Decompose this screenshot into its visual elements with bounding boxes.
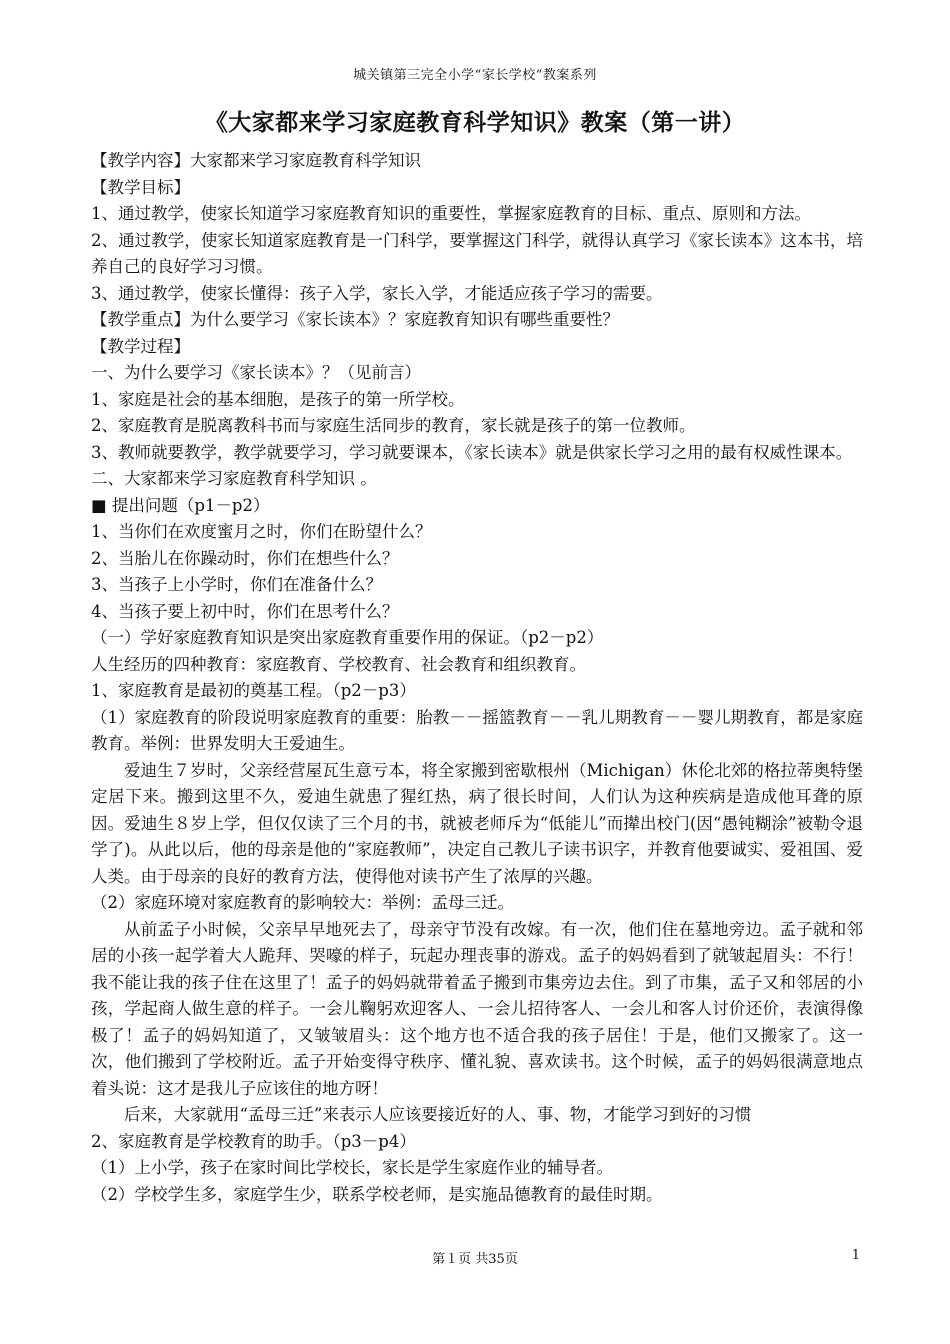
paragraph: 【教学目标】: [91, 177, 190, 197]
paragraph: 1、当你们在欢度蜜月之时，你们在盼望什么？: [91, 522, 432, 541]
paragraph: 2、家庭教育是脱离教科书而与家庭生活同步的教育，家长就是孩子的第一位教师。: [91, 416, 696, 435]
paragraph: （2）学校学生多，家庭学生少，联系学校老师，是实施品德教育的最佳时期。: [91, 1184, 663, 1204]
paragraph: 2、当胎儿在你躁动时，你们在想些什么？: [91, 548, 399, 568]
paragraph: （1）上小学，孩子在家时间比学校长，家长是学生家庭作业的辅导者。: [91, 1158, 613, 1177]
page-footer: 第１页 共35页: [432, 1252, 518, 1267]
paragraph: 3、通过教学，使家长懂得：孩子入学，家长入学，才能适应孩子学习的需要。: [91, 283, 663, 303]
paragraph: （一）学好家庭教育知识是突出家庭教育重要作用的保证。（p2－p2）: [91, 628, 604, 647]
paragraph: 一、为什么要学习《家长读本》？（见前言）: [91, 363, 421, 382]
paragraph: 从前孟子小时候，父亲早早地死去了，母亲守节没有改嫁。有一次，他们住在墓地旁边。孟子就和邻居的小孩一起学着大人跪拜、哭嚎的样子，玩起办理丧事的游戏。孟子的妈妈看到了就皱起眉头：不行！我不能让我的孩子住在这里了！孟子的妈妈就带着孟子搬到市集旁边去住。到了市集，孟子又和邻居的小孩，学起商人做生意的样子。一会儿鞠躬欢迎客人、一会儿招待客人、一会儿和客人讨价还价，表演得像极了！孟子的妈妈知道了，又皱皱眉头：这个地方也不适合我的孩子居住！于是，他们又搬家了。这一次，他们搬到了学校附近。孟子开始变得守秩序、懂礼貌、喜欢读书。这个时候，孟子的妈妈很满意地点着头说：这才是我儿子应该住的地方呀！: [91, 919, 863, 1098]
paragraph: 人生经历的四种教育：家庭教育、学校教育、社会教育和组织教育。: [91, 654, 586, 674]
paragraph: 二、大家都来学习家庭教育科学知识 。: [91, 469, 377, 488]
paragraph: 2、家庭教育是学校教育的助手。（p3－p4）: [91, 1131, 416, 1151]
paragraph: 1、通过教学，使家长知道学习家庭教育知识的重要性，掌握家庭教育的目标、重点、原则和方法。: [91, 204, 811, 223]
paragraph: 2、通过教学，使家长知道家庭教育是一门科学，要掌握这门科学，就得认真学习《家长读本》这本书，培养自己的良好学习习惯。: [91, 230, 863, 276]
document-body: [91, 148, 863, 1208]
paragraph: 3、当孩子上小学时，你们在准备什么？: [91, 575, 382, 594]
paragraph: 后来，大家就用“孟母三迁”来表示人应该要接近好的人、事、物，才能学习到好的习惯: [124, 1105, 752, 1124]
page-number: 1: [851, 1248, 860, 1263]
paragraph: （1）家庭教育的阶段说明家庭教育的重要：胎教－－摇篮教育－－乳儿期教育－－婴儿期教育，都是家庭教育。举例：世界发明大王爱迪生。: [91, 707, 863, 753]
paragraph: 1、家庭教育是最初的奠基工程。（p2－p3）: [91, 681, 416, 700]
paragraph: 3、教师就要教学，教学就要学习，学习就要课本，《家长读本》就是供家长学习之用的最有权威性课本。: [91, 442, 853, 462]
paragraph: 1、家庭是社会的基本细胞，是孩子的第一所学校。: [91, 389, 465, 409]
paragraph: ■ 提出问题（p1－p2）: [91, 495, 270, 515]
running-header: 城关镇第三完全小学“家长学校”教案系列: [353, 68, 597, 83]
paragraph: 【教学重点】为什么要学习《家长读本》？家庭教育知识有哪些重要性？: [91, 310, 619, 329]
paragraph: 【教学内容】大家都来学习家庭教育科学知识: [91, 151, 421, 170]
page-title: 《大家都来学习家庭教育科学知识》教案（第一讲）: [204, 110, 746, 136]
paragraph: 【教学过程】: [91, 336, 190, 356]
paragraph: （2）家庭环境对家庭教育的影响较大：举例：孟母三迁。: [91, 893, 514, 912]
paragraph: 爱迪生７岁时，父亲经营屋瓦生意亏本，将全家搬到密歇根州（Michigan）休伦北郊的格拉蒂奥特堡定居下来。搬到这里不久，爱迪生就患了猩红热，病了很长时间，人们认为这种疾病是造成他耳聋的原因。爱迪生８岁上学，但仅仅读了三个月的书，就被老师斥为“低能儿”而撵出校门(因“愚钝糊涂”被勒令退学了)。从此以后，他的母亲是他的“家庭教师”，决定自己教儿子读书识字，并教育他要诚实、爱祖国、爱人类。由于母亲的良好的教育方法，使得他对读书产生了浓厚的兴趣。: [91, 760, 863, 886]
paragraph: 4、当孩子要上初中时，你们在思考什么？: [91, 601, 399, 621]
